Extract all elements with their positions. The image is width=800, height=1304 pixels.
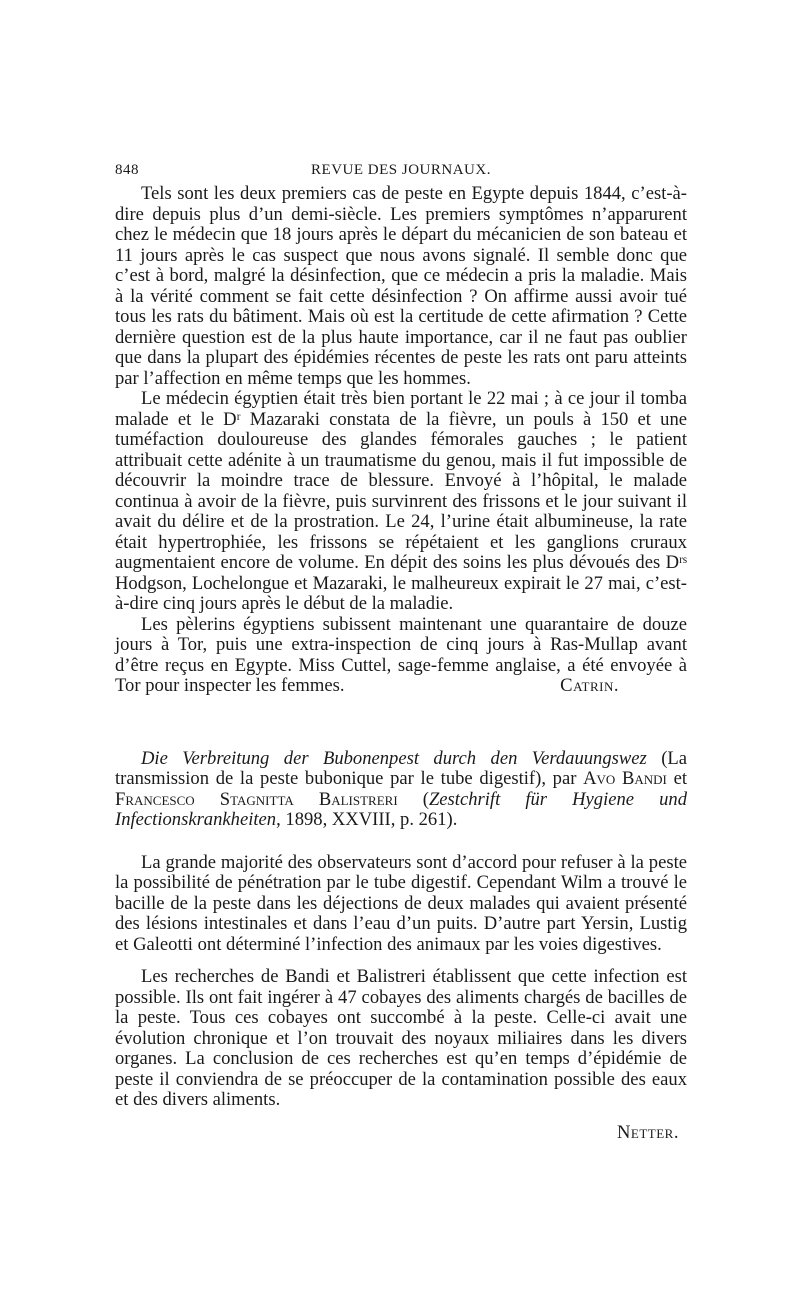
article-plague-egypt	[115, 184, 687, 697]
open-paren: (	[397, 788, 429, 810]
conjunction: et	[666, 768, 687, 789]
author-signature: Catrin.	[560, 675, 619, 696]
bibliographic-reference	[115, 749, 687, 831]
paragraph: Le médecin égyptien était très bien portant le 22 mai ; à ce jour il tomba malade et le Dʳ Mazaraki constata de la fièvre, un pouls à 150 et une tuméfaction douloureuse des glandes fémorales gauches ; le patient attribuait cette adénite à un traumatisme du genou, mais il fut impossible de découvrir la moindre trace de blessure. Envoyé à l’hôpital, le malade continua à avoir de la fièvre, puis survinrent des frissons et le jour suivant il avait du délire et de la prostration. Le 24, l’urine était albumineuse, la rate était hypertrophiée, les frissons se répétaient et les ganglions cruraux augmentaient encore de volume. En dépit des soins les plus dévoués des Dʳˢ Hodgson, Lochelongue et Mazaraki, le malheureux expirait le 27 mai, c’est-à-dire cinq jours après le début de la maladie.	[115, 388, 687, 614]
article-title: Die Verbreitung der Bubonenpest durch den Verdauungswez	[141, 747, 647, 769]
paragraph: Les pèlerins égyptiens subissent maintenant une quarantaire de douze jours à Tor, puis une extra-inspection de cinq jours à Ras-Mullap avant d’être reçus en Egypte. Miss Cuttel, sage-femme anglaise, a été envoyée à Tor pour inspecter les femmes.	[115, 613, 687, 696]
paragraph: Tels sont les deux premiers cas de peste en Egypte depuis 1844, c’est-à-dire depuis plus d’un demi-siècle. Les premiers symptômes n’apparurent chez le médecin que 18 jours après le départ du mécanicien de son bateau et 11 jours après le cas suspect que nous avons signalé. Il semble donc que c’est à bord, malgré la désinfection, que ce médecin a pris la maladie. Mais à la vérité comment se fait cette désinfection ? On affirme aussi avoir tué tous les rats du bâtiment. Mais où est la certitude de cette afirmation ? Cette dernière question est de la plus haute importance, car il ne faut pas oublier que dans la plupart des épidémies récentes de peste les rats ont paru atteints par l’affection en même temps que les hommes.	[115, 183, 687, 389]
paragraph: Les recherches de Bandi et Balistreri établissent que cette infection est possible. Ils ont fait ingérer à 47 cobayes des aliments chargés de bacilles de la peste. Tous ces cobayes ont succombé à la peste. Celle-ci avait une évolution chronique et l’on trouvait des noyaux miliaires dans les divers organes. La conclusion de ces recherches est qu’en temps d’épidémie de peste il conviendra de se préoccuper de la contamination possible des eaux et des divers aliments.	[115, 966, 687, 1110]
journal-name: Zestchrift für Hygiene und Infectionskrankheiten	[115, 788, 688, 830]
paragraph: La grande majorité des observateurs sont d’accord pour refuser à la peste la possibilité de pénétration par le tube digestif. Cependant Wilm a trouvé le bacille de la peste dans les déjections de deux malades qui avaient présenté des lésions intestinales et dans l’eau d’un puits. D’autre part Yersin, Lustig et Galeotti ont déterminé l’infection des animaux par les voies digestives.	[115, 851, 687, 955]
article-bubonic-plague-digestive	[115, 749, 687, 1144]
page-header	[115, 160, 687, 184]
title-translation: (La transmission de la peste bubonique par le tube digestif), par	[115, 747, 687, 789]
running-title: REVUE DES JOURNAUX.	[311, 162, 491, 178]
author-name: Avo Bandi	[583, 768, 667, 789]
journal-page	[115, 160, 687, 1143]
publication-details: , 1898, XXVIII, p. 261).	[276, 809, 458, 830]
page-number: 848	[115, 162, 139, 178]
author-name: Francesco Stagnitta Balistreri	[115, 788, 398, 810]
author-signature: Netter.	[616, 1121, 679, 1143]
